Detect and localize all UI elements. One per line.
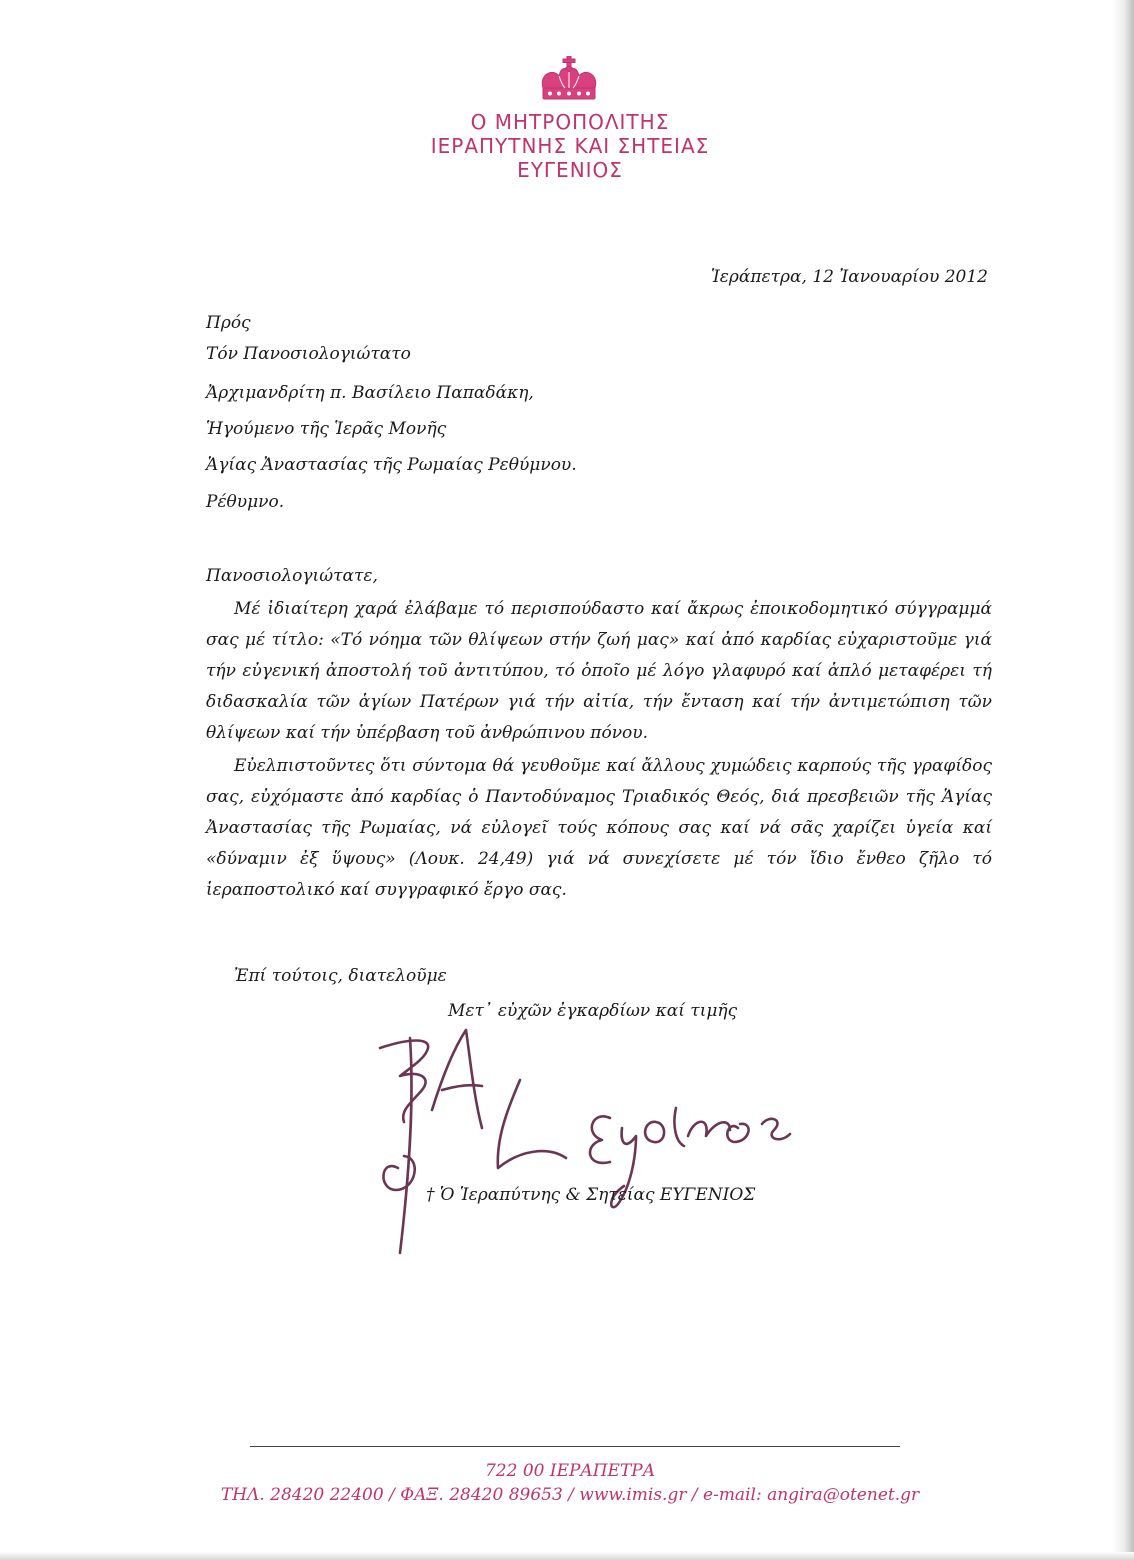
recipient-monastery: Ἁγίας Ἀναστασίας τῆς Ρωμαίας Ρεθύμνου. <box>206 455 577 475</box>
body-paragraph: Μέ ἰδιαίτερη χαρά ἐλάβαμε τό περισπούδαστο καί ἄκρως ἐποικοδομητικό σύγγραμμά σας μέ τίτλο: «Τό νόημα τῶν θλίψεων στήν ζωή μας» καί ἀπό καρδίας εὐχαριστοῦμε γιά τήν εὐγενική ἀποστολή τοῦ ἀντιτύπου, τό ὁποῖο μέ λόγο γλαφυρό καί ἁπλό μεταφέρει τή διδασκαλία τῶν ἁγίων Πατέρων γιά τήν αἰτία, τήν ἔνταση καί τήν ἀντιμετώπιση τῶν θλίψεων καί τήν ὑπέρβαση τοῦ ἀνθρώπινου πόνου. <box>206 599 992 743</box>
scan-edge-right <box>1112 0 1134 1560</box>
signatory-name: † Ὁ Ἱεραπύτνης & Σητείας ΕΥΓΕΝΙΟΣ <box>426 1185 756 1205</box>
recipient-name: Ἀρχιμανδρίτη π. Βασίλειο Παπαδάκη, <box>206 383 534 403</box>
letterhead-name: ΕΥΓΕΝΙΟΣ <box>517 158 623 182</box>
scan-edge-bottom <box>0 1552 1134 1560</box>
body-paragraph: Εὐελπιστοῦντες ὅτι σύντομα θά γευθοῦμε καί ἄλλους χυμώδεις καρπούς τῆς γραφίδος σας, εὐχόμαστε ἀπό καρδίας ὁ Παντοδύναμος Τριαδικός Θεός, διά πρεσβειῶν τῆς Ἁγίας Ἀναστασίας τῆς Ρωμαίας, νά εὐλογεῖ τούς κόπους σας καί νά σᾶς χαρίζει ὑγεία καί «δύναμιν ἐξ ὕψους» (Λουκ. 24,49) γιά νά συνεχίσετε μέ τόν ἴδιο ἔνθεο ζῆλο τό ἱεραποστολικό καί συγγραφικό ἔργο σας. <box>206 756 992 900</box>
footer-divider <box>250 1446 900 1447</box>
handwritten-signature <box>370 1018 810 1268</box>
recipient-city: Ρέθυμνο. <box>206 492 285 512</box>
closing-greeting: Μετ᾽ εὐχῶν ἐγκαρδίων καί τιμῆς <box>448 1001 738 1021</box>
recipient-to: Πρός <box>206 313 251 333</box>
closing-formula: Ἐπί τούτοις, διατελοῦμε <box>234 966 447 986</box>
letter-date: Ἱεράπετρα, 12 Ἰανουαρίου 2012 <box>711 267 988 287</box>
salutation: Πανοσιολογιώτατε, <box>206 566 378 586</box>
crown-icon <box>537 56 601 102</box>
recipient-title: Τόν Πανοσιολογιώτατο <box>206 344 411 364</box>
letterhead-diocese: ΙΕΡΑΠΥΤΝΗΣ ΚΑΙ ΣΗΤΕΙΑΣ <box>430 134 710 158</box>
footer-contacts: ΤΗΛ. 28420 22400 / ΦΑΞ. 28420 89653 / www.imis.gr / e-mail: angira@otenet.gr <box>220 1485 920 1505</box>
recipient-role: Ἡγούμενο τῆς Ἱερᾶς Μονῆς <box>206 419 447 439</box>
letter-body <box>206 594 992 906</box>
letterhead-title: Ο ΜΗΤΡΟΠΟΛΙΤΗΣ <box>470 110 670 134</box>
footer-address: 722 00 ΙΕΡΑΠΕΤΡΑ <box>484 1461 656 1481</box>
